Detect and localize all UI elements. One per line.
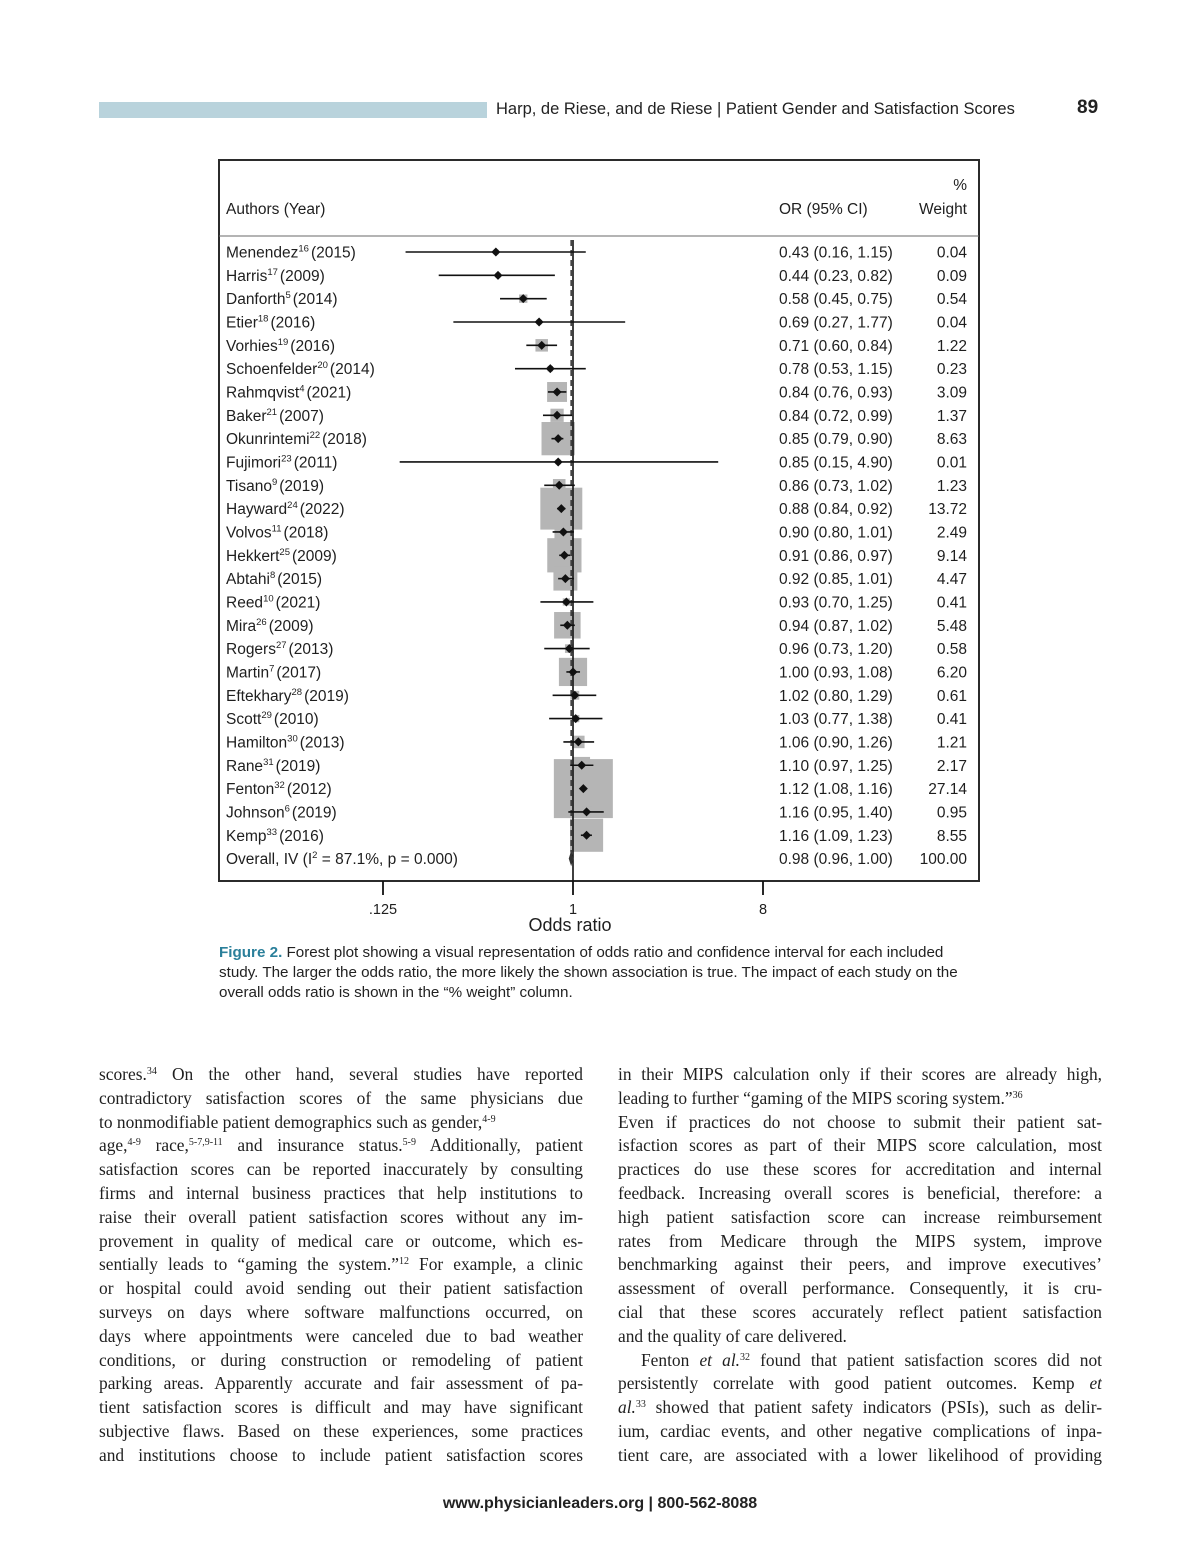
study-weight: 1.37 [936, 407, 967, 425]
overall-label-prefix: Overall, IV (I [226, 851, 313, 869]
study-label [226, 687, 349, 705]
study-year: (2015) [277, 571, 323, 589]
study-label [226, 337, 335, 355]
left-line [99, 1277, 583, 1301]
study-year: (2007) [279, 407, 324, 425]
study-reference: 4 [299, 383, 305, 395]
study-reference: 7 [269, 663, 275, 675]
study-year: (2015) [310, 244, 356, 262]
text-run: On the other hand, several studies have reported [156, 1064, 583, 1084]
study-author: Hekkert [226, 547, 280, 565]
study-label [226, 523, 328, 541]
study-label [226, 244, 356, 262]
right-line [618, 1325, 1102, 1349]
study-label [226, 570, 322, 588]
study-author: Harris [226, 267, 268, 285]
study-or-ci: 0.85 (0.79, 0.90) [779, 431, 893, 449]
citation-superscript: 34 [146, 1066, 157, 1077]
study-year: (2016) [270, 314, 316, 332]
text-run: or hospital could avoid sending out their patient satisfaction [99, 1278, 583, 1299]
study-label [226, 710, 319, 728]
study-year: (2021) [306, 384, 352, 402]
text-run: and insurance status. [222, 1135, 403, 1156]
study-label [226, 803, 337, 821]
study-year: (2014) [329, 361, 375, 379]
study-weight: 5.48 [936, 617, 967, 635]
study-reference: 21 [266, 406, 278, 418]
text-run: scores. [99, 1064, 147, 1084]
overall-label-superscript: 2 [312, 850, 318, 862]
right-line [618, 1420, 1102, 1444]
text-run: days where appointments were canceled due to bad weather [99, 1325, 583, 1346]
right-line [618, 1134, 1102, 1158]
study-label [226, 290, 338, 308]
study-year: (2009) [291, 547, 337, 565]
study-reference: 16 [298, 243, 309, 255]
study-weight: 2.17 [936, 757, 967, 775]
text-run: raise their overall patient satisfaction scores without any im- [99, 1206, 583, 1227]
right-line [618, 1253, 1102, 1277]
study-label [226, 267, 325, 285]
figure-caption-label: Figure 2. [219, 944, 283, 961]
study-weight: 2.49 [936, 524, 967, 542]
study-label [226, 477, 324, 495]
study-label [226, 547, 337, 565]
text-run: ium, cardiac events, and other negative complications of inpa- [618, 1420, 1102, 1441]
study-author: Mira [226, 617, 257, 635]
right-line [618, 1301, 1102, 1325]
left-line [99, 1444, 583, 1468]
text-run: high patient satisfaction score can increase reimbursement [618, 1206, 1102, 1227]
study-author: Rane [226, 757, 264, 775]
study-year: (2013) [299, 734, 345, 752]
study-reference: 20 [317, 360, 328, 372]
left-line [99, 1134, 583, 1158]
study-or-ci: 1.16 (1.09, 1.23) [779, 827, 893, 845]
study-reference: 11 [271, 523, 282, 535]
body-column-left [99, 1063, 583, 1468]
right-line [618, 1087, 1102, 1111]
study-weight: 0.95 [936, 804, 967, 822]
study-label [226, 617, 314, 635]
left-line [99, 1349, 583, 1373]
study-year: (2014) [292, 291, 338, 309]
study-author: Fenton [226, 781, 275, 799]
study-label [226, 663, 321, 681]
italic-text: et [1089, 1373, 1102, 1394]
study-reference: 31 [263, 756, 274, 768]
study-author: Rahmqvist [226, 384, 300, 402]
right-line [618, 1182, 1102, 1206]
text-run: contradictory satisfaction scores of the same physicians due [99, 1087, 583, 1108]
study-label [226, 453, 337, 471]
citation-superscript: 33 [635, 1399, 646, 1411]
study-reference: 24 [287, 500, 298, 512]
overall-label-suffix: = 87.1%, p = 0.000) [317, 851, 458, 869]
study-or-ci: 1.03 (0.77, 1.38) [779, 711, 893, 729]
study-year: (2019) [304, 687, 349, 705]
study-weight: 0.41 [936, 594, 967, 612]
study-reference: 32 [274, 780, 285, 792]
text-run: found that patient satisfaction scores did not [750, 1349, 1102, 1370]
study-label [226, 500, 345, 518]
right-line [618, 1158, 1102, 1182]
study-author: Scott [226, 711, 262, 729]
text-run: feedback. Increasing overall scores is beneficial, therefore: a [618, 1182, 1102, 1203]
left-line [99, 1182, 583, 1206]
study-or-ci: 0.71 (0.60, 0.84) [779, 337, 893, 355]
study-author: Martin [226, 664, 270, 682]
study-label [226, 313, 315, 331]
study-year: (2017) [276, 664, 322, 682]
study-author: Eftekhary [226, 687, 292, 705]
study-or-ci: 1.12 (1.08, 1.16) [779, 781, 893, 799]
text-run: Additionally, patient [415, 1135, 583, 1156]
study-year: (2012) [286, 781, 332, 799]
text-run: isfaction scores as part of their MIPS score calculation, most [618, 1135, 1102, 1156]
study-label [226, 733, 345, 751]
text-run: Fenton [641, 1349, 700, 1370]
study-or-ci: 1.00 (0.93, 1.08) [779, 664, 893, 682]
study-year: (2019) [275, 757, 321, 775]
figure-caption-text: Forest plot showing a visual representation of odds ratio and confidence interval for each included study. The larger the odds ratio, the more likely the shown association is true. The impact of each study on the overall odds ratio is shown in the “% weight” column. [219, 944, 958, 1001]
italic-text: et al. [699, 1349, 741, 1370]
study-or-ci: 0.93 (0.70, 1.25) [779, 594, 893, 612]
study-or-ci: 0.96 (0.73, 1.20) [779, 641, 893, 659]
study-weight: 13.72 [928, 501, 967, 519]
study-label [226, 430, 367, 448]
study-author: Tisano [226, 477, 272, 495]
study-or-ci: 0.90 (0.80, 1.01) [779, 524, 893, 542]
study-or-ci: 0.92 (0.85, 1.01) [779, 571, 893, 589]
study-reference: 6 [284, 803, 290, 815]
study-or-ci: 1.06 (0.90, 1.26) [779, 734, 893, 752]
study-weight: 0.41 [936, 711, 967, 729]
study-label [226, 640, 333, 658]
study-or-ci: 0.91 (0.86, 0.97) [779, 547, 893, 565]
text-run: Even if practices do not choose to submit their patient sat- [618, 1111, 1102, 1132]
right-line [618, 1063, 1102, 1087]
study-author: Hayward [226, 501, 288, 519]
text-run: For example, a clinic [408, 1254, 583, 1275]
left-line [99, 1158, 583, 1182]
study-year: (2010) [273, 711, 319, 729]
left-line [99, 1325, 583, 1349]
text-run: and institutions choose to include patient satisfaction scores [99, 1444, 583, 1465]
point-estimate-diamond [535, 317, 544, 326]
study-weight: 1.21 [936, 734, 967, 752]
study-reference: 8 [269, 570, 276, 582]
study-author: Abtahi [226, 571, 270, 589]
study-author: Fujimori [226, 454, 282, 472]
study-year: (2009) [268, 617, 314, 635]
study-reference: 29 [261, 710, 272, 722]
study-year: (2018) [322, 431, 367, 449]
citation-superscript: 12 [398, 1256, 409, 1268]
study-year: (2019) [291, 804, 337, 822]
point-estimate-diamond [491, 248, 500, 257]
footer-contact: www.physicianleaders.org | 800-562-8088 [442, 1495, 758, 1512]
text-run: tient satisfaction scores is difficult and may have significant [99, 1397, 583, 1418]
study-reference: 27 [275, 640, 287, 652]
left-line [99, 1396, 583, 1420]
column-header-weight-percent: % [953, 177, 967, 194]
study-or-ci: 0.86 (0.73, 1.02) [779, 477, 893, 495]
study-or-ci: 0.88 (0.84, 0.92) [779, 501, 893, 519]
study-reference: 28 [291, 686, 303, 698]
study-year: (2019) [279, 477, 325, 495]
text-run: subjective flaws. Based on these experiences, some practices [99, 1420, 583, 1441]
study-reference: 18 [257, 313, 269, 325]
study-weight: 3.09 [936, 384, 967, 402]
study-weight: 0.04 [936, 244, 967, 262]
study-label [226, 780, 332, 798]
text-run: to nonmodifiable patient demographics such as gender, [99, 1111, 483, 1132]
text-run: benchmarking against their peers, and improve executives’ [618, 1254, 1102, 1275]
left-line [99, 1301, 583, 1325]
study-or-ci: 0.78 (0.53, 1.15) [779, 361, 893, 379]
study-reference: 19 [277, 336, 289, 348]
right-line [618, 1372, 1102, 1396]
study-author: Reed [226, 594, 264, 612]
right-line [618, 1444, 1102, 1468]
study-weight: 0.58 [936, 641, 967, 659]
left-line [99, 1063, 583, 1087]
citation-superscript: 5-9 [402, 1137, 416, 1149]
page-number: 89 [1077, 97, 1099, 118]
study-weight: 6.20 [936, 664, 967, 682]
study-year: (2018) [283, 524, 329, 542]
study-label [226, 407, 324, 425]
study-weight: 0.61 [936, 687, 967, 705]
study-weight: 9.14 [936, 547, 967, 565]
study-author: Volvos [226, 524, 272, 542]
study-year: (2016) [290, 337, 336, 355]
left-line [99, 1253, 583, 1277]
study-year: (2009) [279, 267, 325, 285]
point-estimate-diamond [493, 271, 502, 280]
study-or-ci: 1.16 (0.95, 1.40) [779, 804, 893, 822]
citation-superscript: 4-9 [127, 1137, 141, 1149]
study-year: (2022) [299, 501, 345, 519]
right-line [618, 1277, 1102, 1301]
x-tick-label: 8 [758, 902, 768, 918]
text-run: surveys on days where software malfunctions occurred, on [99, 1301, 583, 1322]
running-title: Harp, de Riese, and de Riese | Patient Gender and Satisfaction Scores [496, 100, 1015, 118]
study-reference: 26 [256, 616, 267, 628]
study-weight: 4.47 [936, 571, 967, 589]
study-reference: 23 [281, 453, 292, 465]
study-or-ci: 1.02 (0.80, 1.29) [779, 687, 893, 705]
study-author: Etier [226, 314, 258, 332]
study-weight: 0.01 [936, 454, 967, 472]
study-author: Vorhies [226, 337, 278, 355]
study-or-ci: 0.58 (0.45, 0.75) [779, 291, 893, 309]
italic-text: al. [618, 1397, 636, 1418]
column-header-or: OR (95% CI) [779, 201, 868, 218]
overall-label [226, 850, 458, 868]
study-author: Baker [226, 407, 267, 425]
left-line [99, 1206, 583, 1230]
study-weight: 8.63 [936, 431, 967, 449]
text-run: leading to further “gaming of the MIPS scoring system.” [618, 1087, 1013, 1108]
study-label [226, 827, 324, 845]
point-estimate-diamond [554, 457, 563, 466]
citation-superscript: 5-7,9-11 [188, 1137, 223, 1149]
text-run: showed that patient safety indicators (PSIs), such as delir- [645, 1397, 1102, 1418]
study-reference: 17 [267, 266, 278, 278]
study-or-ci: 0.85 (0.15, 4.90) [779, 454, 893, 472]
study-author: Danforth [226, 291, 286, 309]
text-run: practices do use these scores for accreditation and internal [618, 1159, 1102, 1180]
study-author: Okunrintemi [226, 431, 310, 449]
study-author: Menendez [226, 244, 299, 262]
study-label [226, 383, 351, 401]
study-or-ci: 0.84 (0.72, 0.99) [779, 407, 893, 425]
study-label [226, 360, 375, 378]
study-reference: 30 [287, 733, 298, 745]
study-or-ci: 0.84 (0.76, 0.93) [779, 384, 893, 402]
text-run: firms and internal business practices that help institutions to [99, 1182, 583, 1203]
overall-or-ci: 0.98 (0.96, 1.00) [779, 851, 893, 869]
citation-superscript: 36 [1012, 1089, 1023, 1101]
study-year: (2016) [279, 827, 324, 845]
study-author: Hamilton [226, 734, 288, 752]
x-tick-label: .125 [368, 902, 398, 918]
citation-superscript: 4-9 [482, 1113, 496, 1125]
study-weight: 8.55 [936, 827, 967, 845]
study-weight: 0.09 [936, 267, 967, 285]
study-or-ci: 0.43 (0.16, 1.15) [779, 244, 893, 262]
text-run: age, [99, 1135, 128, 1156]
study-reference: 5 [285, 290, 291, 302]
text-run: in their MIPS calculation only if their scores are already high, [618, 1064, 1102, 1084]
text-run: tient care, are associated with a lower likelihood of providing [618, 1444, 1102, 1465]
study-author: Johnson [226, 804, 285, 822]
study-author: Kemp [226, 827, 267, 845]
right-line [618, 1349, 1102, 1373]
body-column-right [618, 1063, 1102, 1468]
study-reference: 10 [263, 593, 274, 605]
right-line [618, 1111, 1102, 1135]
study-weight: 0.23 [936, 361, 967, 379]
right-line [618, 1206, 1102, 1230]
study-weight: 27.14 [928, 781, 967, 799]
study-reference: 22 [309, 430, 321, 442]
left-line [99, 1087, 583, 1111]
study-or-ci: 0.69 (0.27, 1.77) [779, 314, 893, 332]
study-weight: 0.04 [936, 314, 967, 332]
text-run: parking areas. Apparently accurate and fair assessment of pa- [99, 1373, 583, 1394]
x-axis-label: Odds ratio [528, 915, 612, 935]
overall-weight: 100.00 [919, 851, 967, 869]
study-weight: 1.22 [936, 337, 967, 355]
study-label [226, 593, 320, 611]
text-run: and the quality of care delivered. [618, 1325, 847, 1346]
study-year: (2011) [293, 454, 338, 472]
study-weight: 1.23 [936, 477, 967, 495]
text-run: assessment of overall performance. Consequently, it is cru- [618, 1278, 1102, 1299]
left-line [99, 1230, 583, 1254]
right-line [618, 1230, 1102, 1254]
text-run: persistently correlate with good patient outcomes. Kemp [618, 1373, 1090, 1394]
study-weight: 0.54 [936, 291, 967, 309]
text-run: sentially leads to “gaming the system.” [99, 1254, 399, 1275]
study-year: (2013) [288, 641, 334, 659]
column-header-authors: Authors (Year) [226, 201, 326, 218]
study-or-ci: 0.94 (0.87, 1.02) [779, 617, 893, 635]
study-label [226, 757, 320, 775]
study-or-ci: 0.44 (0.23, 0.82) [779, 267, 893, 285]
study-reference: 25 [279, 546, 290, 558]
text-run: race, [140, 1135, 189, 1156]
text-run: provement in quality of medical care or outcome, which es- [99, 1230, 583, 1251]
study-reference: 9 [271, 476, 278, 488]
study-reference: 33 [266, 826, 278, 838]
study-author: Schoenfelder [226, 361, 318, 379]
left-line [99, 1420, 583, 1444]
x-tick-label: 1 [568, 902, 578, 918]
left-line [99, 1111, 583, 1135]
study-year: (2021) [275, 594, 321, 612]
right-line [618, 1396, 1102, 1420]
figure-caption [219, 943, 984, 1003]
text-run: satisfaction scores can be reported inaccurately by consulting [99, 1159, 583, 1180]
study-author: Rogers [226, 641, 276, 659]
point-estimate-diamond [546, 364, 555, 373]
text-run: cial that these scores accurately reflect patient satisfaction [618, 1301, 1102, 1322]
study-or-ci: 1.10 (0.97, 1.25) [779, 757, 893, 775]
column-header-weight: Weight [919, 201, 967, 218]
text-run: rates from Medicare through the MIPS system, improve [618, 1230, 1102, 1251]
citation-superscript: 32 [740, 1351, 751, 1363]
text-run: conditions, or during construction or remodeling of patient [99, 1349, 583, 1370]
left-line [99, 1372, 583, 1396]
